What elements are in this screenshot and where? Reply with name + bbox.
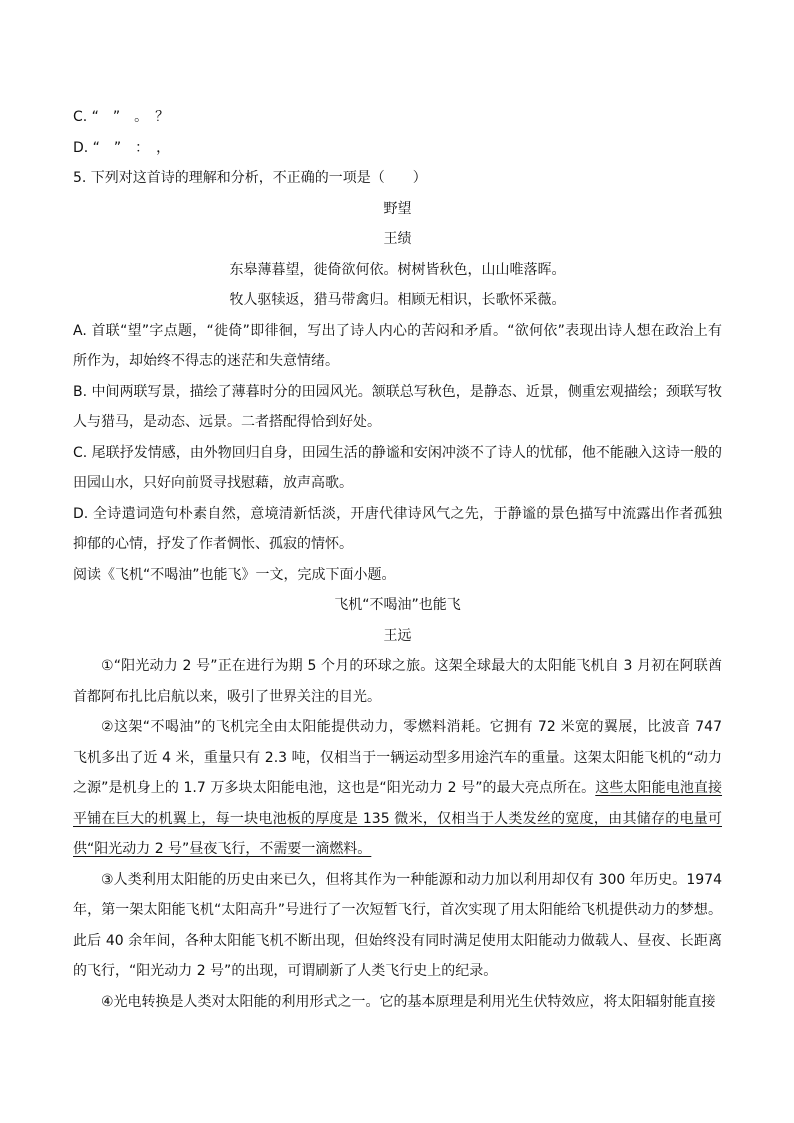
reading-instruction: 阅读《飞机“不喝油”也能飞》一文，完成下面小题。	[73, 566, 396, 583]
answer-option-c: C. 尾联抒发情感，由外物回归自身，田园生活的静谧和安闲冲淡不了诗人的忧郁，他不能融入这诗一般的田园山水，只好向前贤寻找慰藉，放声高歌。	[73, 444, 722, 491]
answer-option-a: A. 首联“望”字点题，“徙倚”即徘徊，写出了诗人内心的苦闷和矛盾。“欲何依”表现出诗人想在政治上有所作为，却始终不得志的迷茫和失意情绪。	[73, 322, 722, 369]
paragraph-2-underlined-text: 这些太阳能电池直接平铺在巨大的机翼上，每一块电池板的厚度是 135 微米，仅相当于人类发丝的宽度，由其储存的电量可供“阳光动力 2 号”昼夜飞行，不需要一滴燃料。	[73, 780, 723, 857]
poem-line-1: 东皋薄暮望，徙倚欲何依。树树皆秋色，山山唯落晖。	[229, 261, 566, 278]
article-author: 王远	[383, 627, 412, 644]
option-d-line: D. “ ” ： ，	[73, 139, 171, 156]
article-paragraph-4: ④光电转换是人类对太阳能的利用形式之一。它的基本原理是利用光生伏特效应，将太阳辐射能直接	[101, 993, 716, 1010]
poem-author: 王绩	[383, 231, 412, 247]
option-c-line: C. “ ” 。 ？	[73, 109, 170, 125]
answer-option-d: D. 全诗遣词造句朴素自然，意境清新恬淡，开唐代律诗风气之先，于静谧的景色描写中流露出作者孤独抑郁的心情，抒发了作者惆怅、孤寂的情怀。	[73, 505, 722, 552]
answer-option-b: B. 中间两联写景，描绘了薄暮时分的田园风光。颔联总写秋色，是静态、近景，侧重宏观描绘；颈联写牧人与猎马，是动态、远景。二者搭配得恰到好处。	[73, 383, 722, 430]
paragraph-2-text: ②这架“不喝油”的飞机完全由太阳能提供动力，零燃料消耗。它拥有 72 米宽的翼展，比波音 747 飞机多出了近 4 米，重量只有 2.3 吨，仅相当于一辆运动型多用途汽车的重量。这架太阳能飞机的“动力之源”是机身上的 1.7 万多块太阳能电池，这也是“阳光动力 2 号”的最大亮点所在。	[73, 719, 722, 796]
article-paragraph-1: ①“阳光动力 2 号”正在进行为期 5 个月的环球之旅。这架全球最大的太阳能飞机自 3 月初在阿联酋首都阿布扎比启航以来，吸引了世界关注的目光。	[73, 658, 722, 705]
article-paragraph-3: ③人类利用太阳能的历史由来已久，但将其作为一种能源和动力加以利用却仅有 300 年历史。1974 年，第一架太阳能飞机“太阳高升”号进行了一次短暂飞行，首次实现了用太阳能给飞机提供动力的梦想。此后 40 余年间，各种太阳能飞机不断出现，但始终没有同时满足使用太阳能动力做载人、昼夜、长距离的飞行，“阳光动力 2 号”的出现，可谓刷新了人类飞行史上的纪录。	[73, 871, 722, 979]
question-5-stem: 5. 下列对这首诗的理解和分析，不正确的一项是（ ）	[73, 170, 427, 186]
article-title: 飞机“不喝油”也能飞	[334, 597, 461, 613]
article-paragraph-2	[73, 712, 722, 865]
poem-line-2: 牧人驱犊返，猎马带禽归。相顾无相识，长歌怀采薇。	[229, 292, 566, 308]
poem-title: 野望	[383, 200, 412, 217]
